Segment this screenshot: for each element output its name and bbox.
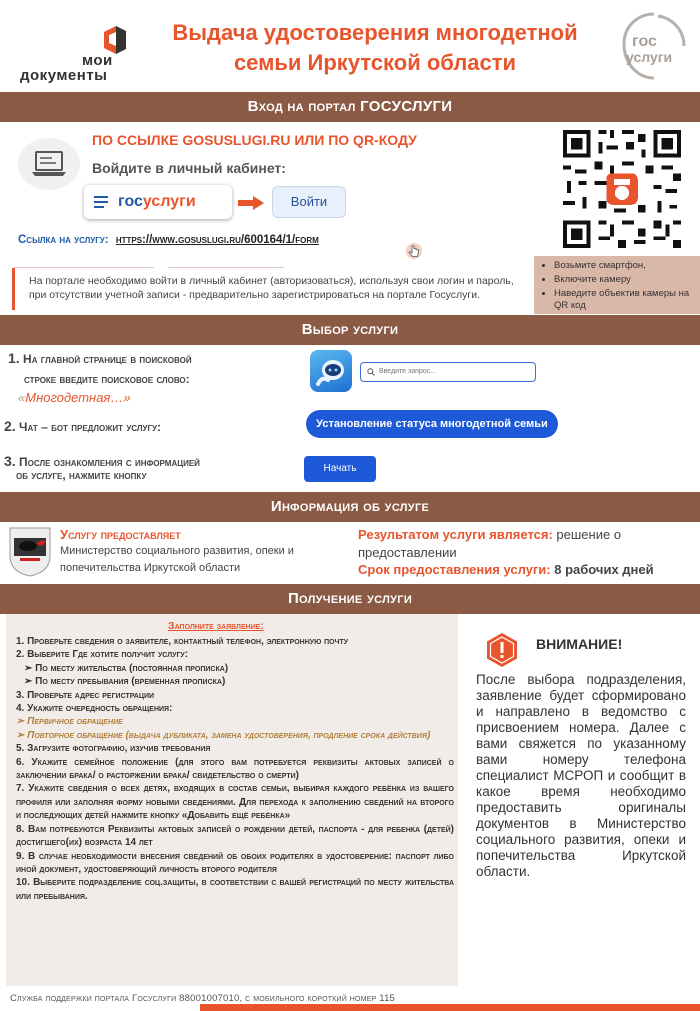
list-item: 5. Загрузите фотографию, изучив требования <box>16 743 211 755</box>
title-line-2: семьи Иркутской области <box>233 50 517 75</box>
step-1-line2: строке введите поисковое слово: <box>24 372 190 386</box>
section-bar-choose-service: Выбор услуги <box>0 315 700 345</box>
service-link[interactable]: https://www.gosuslugi.ru/600164/1/form <box>115 234 319 246</box>
list-item: ➢ Повторное обращение (выдача дубликата, замена удостоверения, продление срока действия) <box>16 729 431 741</box>
warning-icon <box>484 632 520 668</box>
list-item: ➢ Первичное обращение <box>16 716 123 728</box>
gosuslugi-logo-icon <box>618 10 690 82</box>
service-link-label: Ссылка на услугу: <box>18 234 109 246</box>
list-item: 6. Укажите семейное положение (для этого вам потребуется реквизиты актовых записей о заключении брака/ о расторжении брака/ свидетельство о смерти) <box>16 756 454 782</box>
search-placeholder: Введите запрос... <box>379 368 437 375</box>
provider-text: Министерство социального развития, опеки и попечительства Иркутской области <box>60 545 294 574</box>
moi-dokumenty-logo <box>20 22 140 86</box>
warning-heading: ВНИМАНИЕ! <box>536 636 623 652</box>
warning-text: После выбора подразделения, заявление будет сформировано и направлено в ведомство с присвоением номера. Далее с вами свяжется по указанному вами номеру телефона специалист МСРОП и сообщит в какое время необходимо предоставить оригиналы документов в Министерство социального развития, опеки и попечительства Иркутской области. <box>476 672 686 879</box>
section-bar-get-service: Получение услуги <box>0 584 700 614</box>
fill-application-heading: Заполните заявление: <box>168 620 264 632</box>
start-button[interactable]: Начать <box>304 456 376 482</box>
search-input[interactable] <box>360 362 536 382</box>
support-footer: Служба поддержки портала Госуслуги 88001007010, с мобильного короткий номер 115 <box>10 993 396 1004</box>
service-link-row <box>18 234 319 246</box>
laptop-circle <box>18 138 80 190</box>
qr-tip-item: • Включите камеру <box>554 274 694 286</box>
list-item: 10. Выберите подразделение соц.защиты, в соответствии с вашей регистраций по месту жительства или пребывания. <box>16 877 454 902</box>
gos-logo-line1: гос <box>632 33 657 50</box>
title-line-1: Выдача удостоверения многодетной <box>172 20 578 45</box>
list-item: 8. Вам потребуются Реквизиты актовых записей о рождении детей, паспорта - для ребенка (детей) достигшего(их) возраста 14 лет <box>16 823 454 849</box>
gosuslugi-button-label: госуслуги <box>118 193 196 210</box>
gosuslugi-login-button[interactable] <box>84 185 232 219</box>
list-item: 2. Выберите Где хотите получит услугу: <box>16 649 189 661</box>
robot-mascot-icon <box>310 350 352 392</box>
step-3-line2: об услуге, нажмите кнопку <box>16 468 147 482</box>
login-heading: ПО ССЫЛКЕ GOSUSLUGI.RU ИЛИ ПО QR-КОДУ <box>92 132 417 148</box>
laptop-icon <box>18 138 80 190</box>
section-bar-login: Вход на портал ГОСУСЛУГИ <box>0 92 700 122</box>
login-subheading: Войдите в личный кабинет: <box>92 160 286 176</box>
enter-button[interactable]: Войти <box>272 186 346 218</box>
list-item: 9. В случае необходимости внесения сведений об обоих родителях в удостоверение: паспорт либо иной документ, удостоверяющий личность второго родителя <box>16 850 454 875</box>
footer-accent-line <box>200 1004 700 1011</box>
result-info: Результатом услуги является: решение о предоставлении <box>358 527 622 560</box>
list-item: ➢ По месту пребывания (временная прописка) <box>24 676 226 688</box>
step-2: 2. Чат – бот предложит услугу: <box>4 418 161 434</box>
chatbot-mascot <box>310 350 352 392</box>
list-item: 7. Укажите сведения о всех детях, входящих в состав семьи, выбирая каждого ребёнка из вашего профиля или заполняя форму новыми сведениями. Для перехода к заполнению сведений на второго и последующих детей нажмите кнопку «Добавить ещё ребёнка» <box>16 783 454 822</box>
login-note: На портале необходимо войти в личный кабинет (авторизоваться), используя свои логин и пароль, при отсутствии учетной записи - предварительно зарегистрироваться на портале Госуслуги. <box>12 268 530 310</box>
term-info: Срок предоставления услуги: 8 рабочих дней <box>358 562 654 577</box>
coat-of-arms-icon <box>6 524 54 578</box>
service-suggestion-button[interactable]: Установление статуса многодетной семьи <box>306 410 558 438</box>
page-title <box>140 18 610 78</box>
gos-logo-line2: услуги <box>626 49 673 65</box>
qr-code-image <box>558 126 686 252</box>
logo-text-moi: мои <box>82 52 113 69</box>
hand-pointer-icon <box>405 242 423 260</box>
qr-tips-list <box>534 256 700 314</box>
search-icon <box>367 368 375 376</box>
qr-tip-item: • Наведите объектив камеры на QR код <box>554 288 694 312</box>
list-item: ➢ По месту жительства (постоянная прописка) <box>24 662 229 674</box>
application-steps-list <box>16 635 454 903</box>
step-3: 3. После ознакомления с информацией <box>4 453 200 469</box>
section-bar-service-info: Информация об услуге <box>0 492 700 522</box>
provider-heading: Услугу предоставляет <box>60 527 181 542</box>
search-keyword: «Многодетная…» <box>18 390 131 405</box>
menu-icon <box>94 196 108 208</box>
arrow-right-icon <box>238 196 264 210</box>
list-item: 3. Проверьте адрес регистрации <box>16 689 155 701</box>
logo-text-dokumenty: документы <box>20 67 108 84</box>
step-1: 1. На главной странице в поисковой <box>8 350 192 366</box>
qr-tip-item: • Возьмите смартфон, <box>554 260 694 272</box>
list-item: 4. Укажите очередность обращения: <box>16 703 173 715</box>
list-item: 1. Проверьте сведения о заявителе, контактный телефон, электронную почту <box>16 636 349 647</box>
